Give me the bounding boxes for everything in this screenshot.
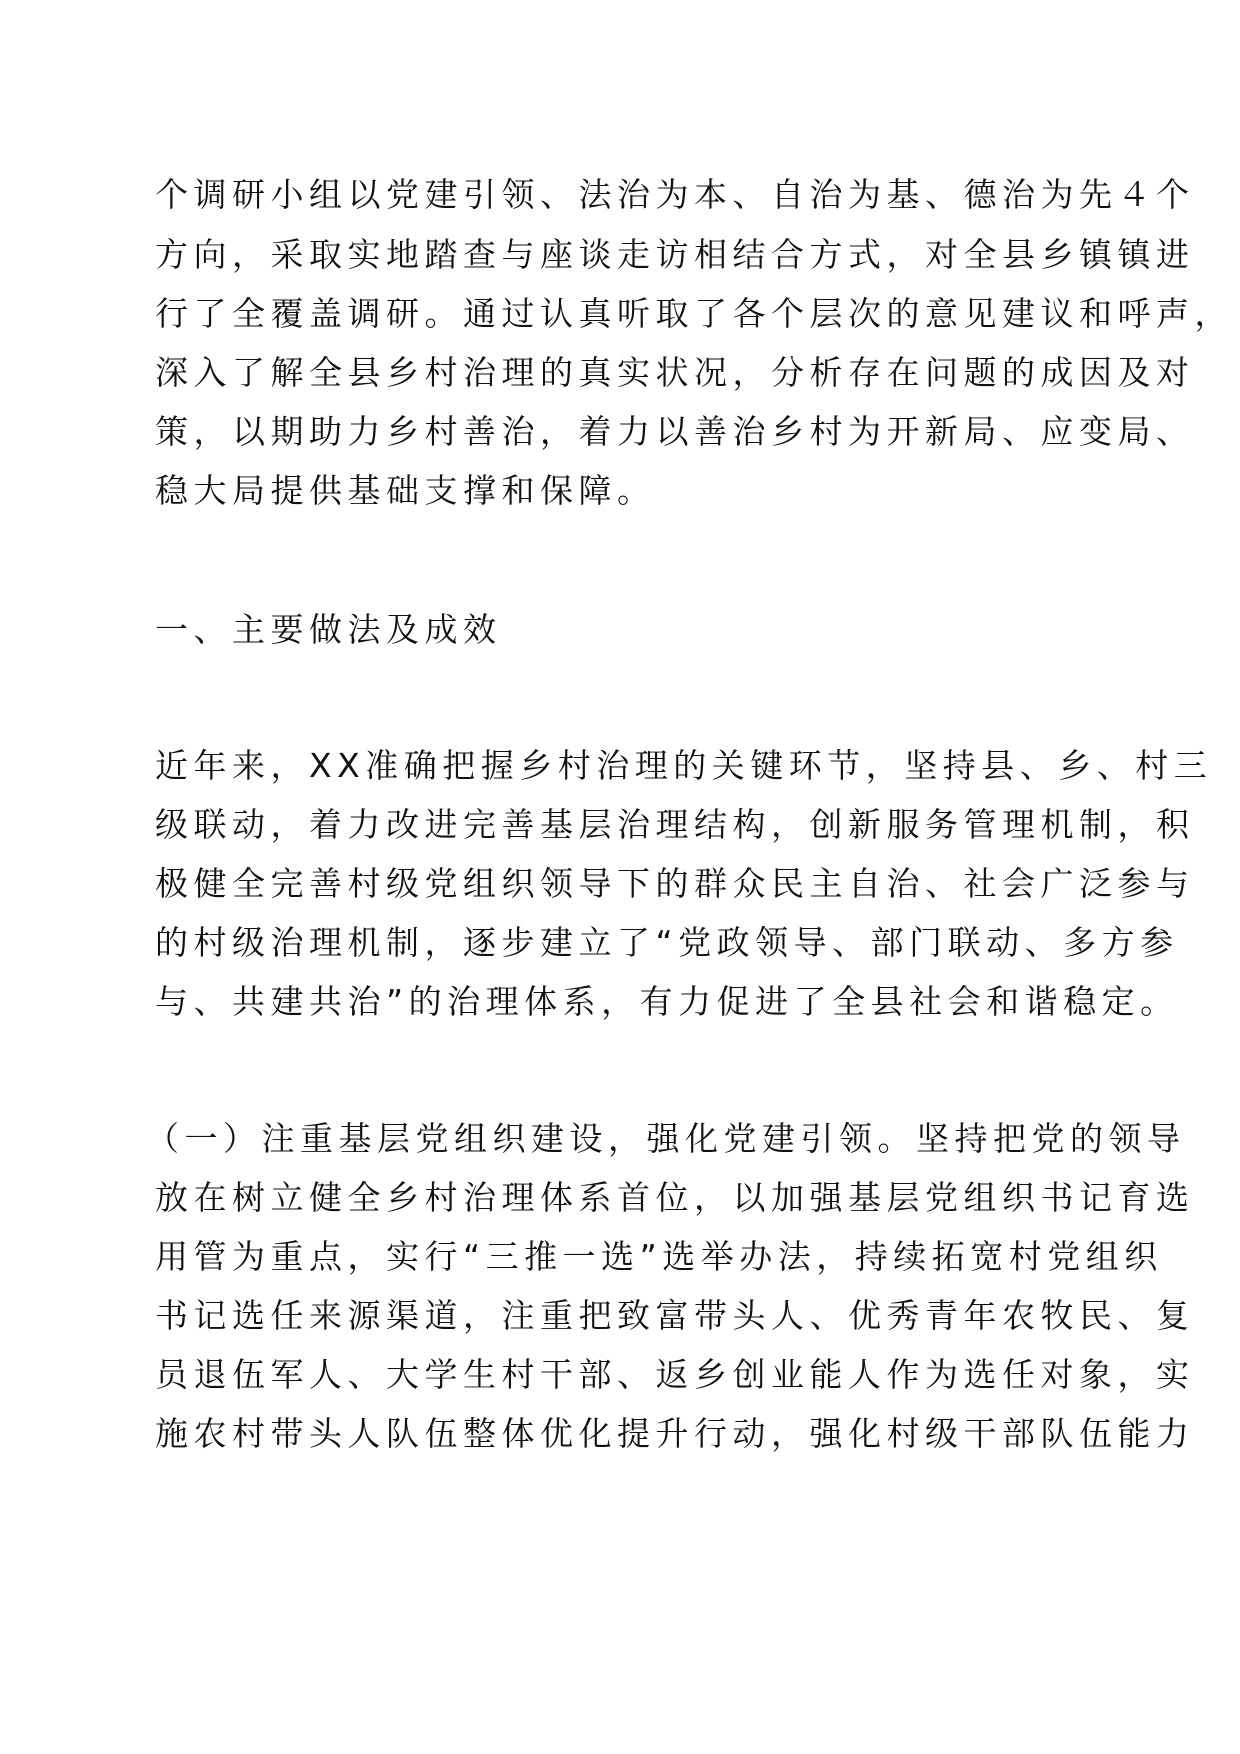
text-line: 书记选任来源渠道，注重把致富带头人、优秀青年农牧民、复 [155, 1296, 1195, 1335]
text-line: 近年来，XX准确把握乡村治理的关键环节，坚持县、乡、村三 [155, 746, 1213, 785]
text-line: 深入了解全县乡村治理的真实状况，分析存在问题的成因及对 [155, 353, 1195, 392]
text-line: （一）注重基层党组织建设，强化党建引领。坚持把党的领导 [146, 1119, 1186, 1158]
text-line: 放在树立健全乡村治理体系首位，以加强基层党组织书记育选 [155, 1178, 1195, 1217]
text-line: 级联动，着力改进完善基层治理结构，创新服务管理机制，积 [155, 805, 1195, 844]
text-line: 员退伍军人、大学生村干部、返乡创业能人作为选任对象，实 [155, 1355, 1195, 1394]
text-line: 极健全完善村级党组织领导下的群众民主自治、社会广泛参与 [155, 864, 1195, 903]
text-line: 稳大局提供基础支撑和保障。 [155, 471, 656, 510]
text-line: 行了全覆盖调研。通过认真听取了各个层次的意见建议和呼声， [155, 294, 1233, 333]
text-line: 策，以期助力乡村善治，着力以善治乡村为开新局、应变局、 [155, 412, 1195, 451]
section-heading: 一、主要做法及成效 [155, 610, 502, 649]
text-line: 个调研小组以党建引领、法治为本、自治为基、德治为先４个 [155, 175, 1195, 214]
text-line: 用管为重点，实行“三推一选”选举办法，持续拓宽村党组织 [155, 1237, 1163, 1276]
text-line: 方向，采取实地踏查与座谈走访相结合方式，对全县乡镇镇进 [155, 235, 1195, 274]
text-line: 与、共建共治”的治理体系，有力促进了全县社会和谐稳定。 [155, 982, 1179, 1021]
text-line: 的村级治理机制，逐步建立了“党政领导、部门联动、多方参 [155, 923, 1179, 962]
text-line: 施农村带头人队伍整体优化提升行动，强化村级干部队伍能力 [155, 1414, 1195, 1453]
